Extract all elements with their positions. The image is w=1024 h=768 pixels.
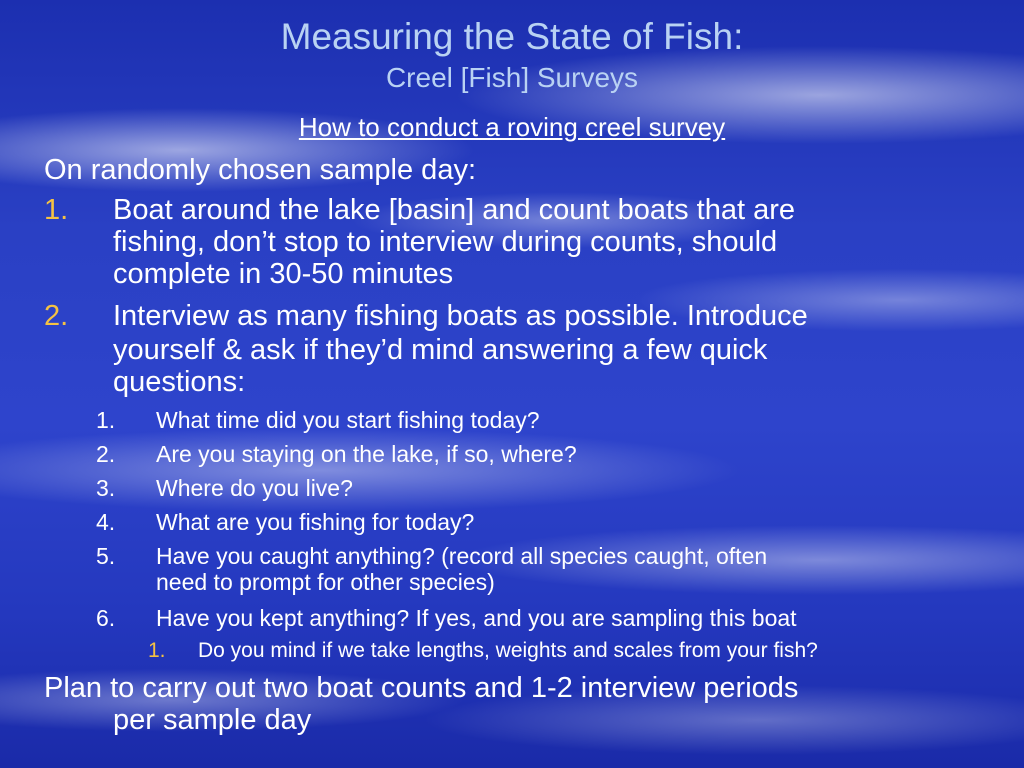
slide-title: Measuring the State of Fish:: [280, 16, 744, 57]
closing-text-line: per sample day: [113, 704, 312, 736]
question-number: 5.: [96, 543, 116, 569]
step-text-line: Interview as many fishing boats as possible. Introduce: [113, 300, 808, 332]
slide-subtitle: Creel [Fish] Surveys: [385, 62, 639, 93]
step-number: 2.: [44, 300, 69, 332]
question-number: 6.: [96, 605, 116, 631]
question-text: Are you staying on the lake, if so, where?: [156, 441, 577, 467]
followup-number: 1.: [148, 639, 166, 662]
question-text: need to prompt for other species): [156, 569, 495, 595]
step-text-line: yourself & ask if they’d mind answering a few quick: [113, 334, 768, 366]
step-text-line: fishing, don’t stop to interview during counts, should: [113, 226, 778, 258]
question-text: What are you fishing for today?: [156, 509, 475, 535]
question-text: What time did you start fishing today?: [156, 407, 540, 433]
step-text-line: Boat around the lake [basin] and count boats that are: [113, 194, 795, 226]
closing-text-line: Plan to carry out two boat counts and 1-2 interview periods: [44, 672, 799, 704]
step-number: 1.: [44, 194, 69, 226]
step-text-line: complete in 30-50 minutes: [113, 258, 454, 290]
question-number: 3.: [96, 475, 116, 501]
question-number: 4.: [96, 509, 116, 535]
section-heading: How to conduct a roving creel survey: [298, 112, 726, 142]
question-text: Have you kept anything? If yes, and you are sampling this boat: [156, 605, 797, 631]
followup-text: Do you mind if we take lengths, weights and scales from your fish?: [198, 639, 818, 662]
question-number: 1.: [96, 407, 116, 433]
question-text: Where do you live?: [156, 475, 353, 501]
question-text: Have you caught anything? (record all species caught, often: [156, 543, 768, 569]
step-text-line: questions:: [113, 366, 246, 398]
intro-text: On randomly chosen sample day:: [44, 154, 476, 186]
question-number: 2.: [96, 441, 116, 467]
